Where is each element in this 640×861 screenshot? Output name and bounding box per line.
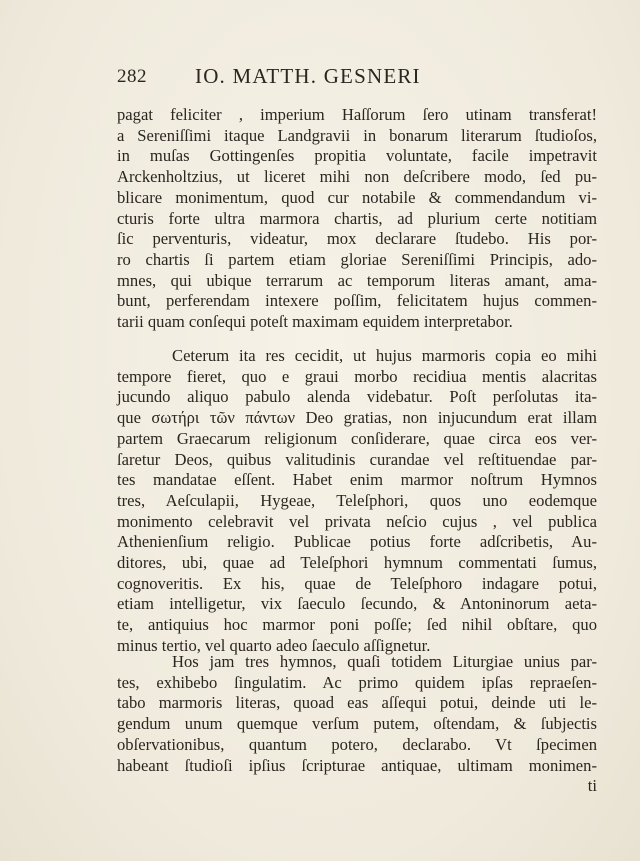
text-line: bunt, perferendam intexere poſſim, felicitatem hujus commen- (117, 291, 597, 311)
text-line: habeant ſtudioſi ipſius ſcripturae antiquae, ultimam monimen- (117, 755, 597, 775)
text-line: mnes, qui ubique terrarum ac temporum literas amant, ama- (117, 270, 597, 290)
text-line: ſaretur Deos, quibus valitudinis curandae vel reſtituendae par- (117, 449, 597, 469)
text-line: etiam intelligetur, vix ſaeculo ſecundo, & Antoninorum aeta- (117, 594, 597, 614)
text-line: Arckenholtzius, ut liceret mihi non deſcribere modo, ſed pu- (117, 167, 597, 187)
text-line: partem Graecarum religionum conſiderare, quae circa eos ver- (117, 428, 597, 448)
text-line: que σωτήρι τῶν πάντων Deo gratias, non injucundum erat illam (117, 408, 597, 428)
text-line: minus tertio, vel quarto adeo ſaeculo aſſignetur. (117, 635, 431, 655)
text-line: tes mandatae eſſent. Habet enim marmor noſtrum Hymnos (117, 470, 597, 490)
page-number: 282 (117, 66, 147, 87)
text-line: tempore fieret, quo e graui morbo recidiua mentis alacritas (117, 366, 597, 386)
text-line: jucundo aliquo pabulo alenda videbatur. Poſt perſolutas ita- (117, 387, 597, 407)
text-line: tabo marmoris literas, quoad eas aſſequi potui, deinde uti le- (117, 693, 597, 713)
text-line: ditores, ubi, quae ad Teleſphori hymnum commentati ſumus, (117, 553, 597, 573)
page-header (117, 62, 597, 92)
text-line: ſic perventuris, videatur, mox declarare ſtudebo. His por- (117, 229, 597, 249)
text-line: a Sereniſſimi itaque Landgravii in bonarum literarum ſtudioſos, (117, 125, 597, 145)
running-title: IO. MATTH. GESNERI (195, 64, 421, 88)
text-line: cturis forte ultra marmora chartis, ad plurium certe notitiam (117, 208, 597, 228)
paragraph-1 (117, 105, 597, 333)
text-line: monimento celebravit vel privata neſcio cujus , vel publica (117, 511, 597, 531)
text-line: blicare monimentum, quod cur notabile & commendandum vi- (117, 187, 597, 207)
text-line: pagat feliciter , imperium Haſſorum ſero utinam transferat! (117, 105, 597, 124)
text-line: ro chartis ſi partem etiam gloriae Sereniſſimi Principis, ado- (117, 249, 597, 269)
text-line: Athenienſium religio. Publicae potius forte adſcribetis, Au- (117, 532, 597, 552)
catchword: ti (587, 776, 597, 796)
text-line: Hos jam tres hymnos, quaſi totidem Liturgiae unius par- (172, 652, 597, 671)
text-line: tes, exhibebo ſingulatim. Ac primo quidem ipſas repraeſen- (117, 672, 597, 692)
text-line: tarii quam conſequi poteſt maximam equidem interpretabor. (117, 312, 513, 332)
text-line: in muſas Gottingenſes propitia voluntate, facile impetravit (117, 146, 597, 166)
paragraph-3 (117, 652, 597, 797)
text-line: gendum unum quemque verſum putem, oſtendam, & ſubjectis (117, 714, 597, 734)
text-line: obſervationibus, quantum potero, declarabo. Vt ſpecimen (117, 734, 597, 754)
text-line: te, antiquius hoc marmor poni poſſe; ſed nihil obſtare, quo (117, 615, 597, 635)
paragraph-2 (117, 346, 597, 657)
text-line: Ceterum ita res cecidit, ut hujus marmoris copia eo mihi (172, 346, 597, 365)
text-line: tres, Aeſculapii, Hygeae, Teleſphori, quos uno eodemque (117, 490, 597, 510)
text-line: cognoveritis. Ex his, quae de Teleſphoro indagare potui, (117, 573, 597, 593)
